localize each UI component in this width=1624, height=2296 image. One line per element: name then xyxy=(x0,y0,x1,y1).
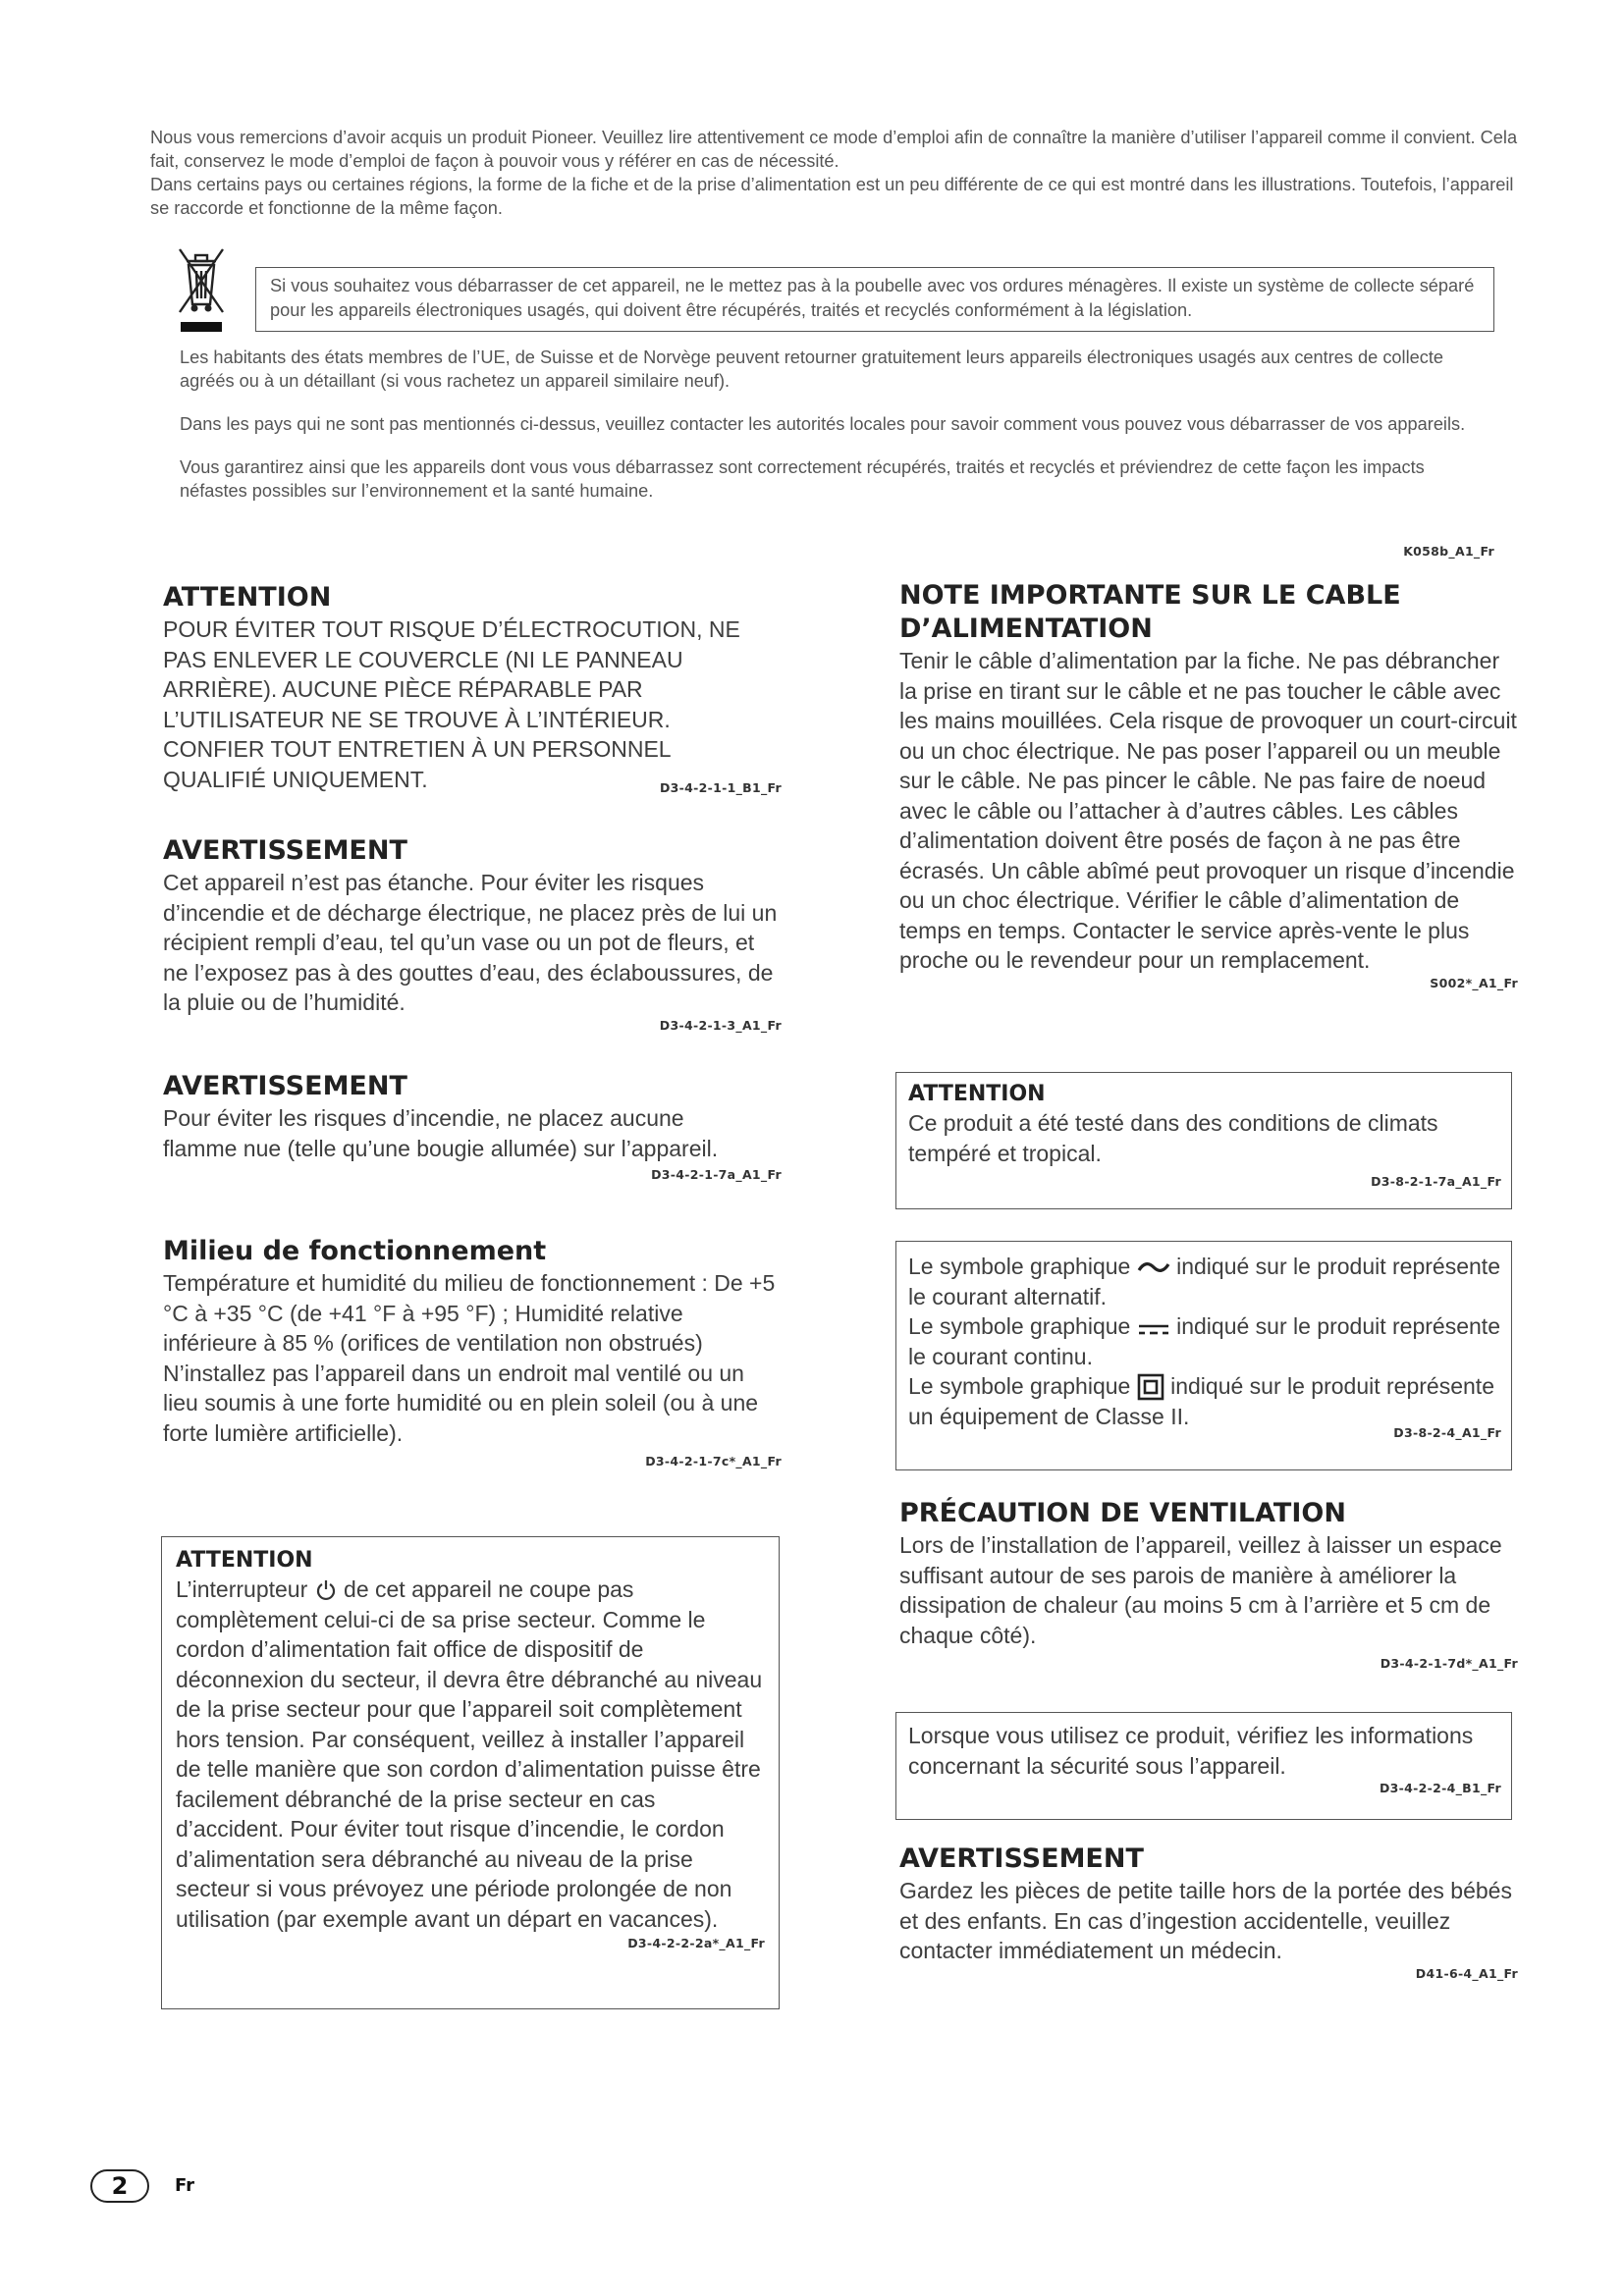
attention-text-2-after: de cet appareil ne coupe pas complètement celui-ci de sa prise secteur. Comme le cordon d’alimentation fait office de dispositif de déconnexion du secteur, il devra être débranché au niveau de la prise secteur pour que l’appareil soit complètement hors tension. Par conséquent, veillez à installer l’appareil de telle manière que son cordon d’alimentation puisse être facilement débranché de la prise secteur en cas d’accident. Pour éviter tout risque d’incendie, le cordon d’alimentation sera débranché au niveau de la prise secteur si vous prévoyez une période prolongée de non utilisation (par exemple avant un départ en vacances). xyxy=(176,1576,763,1932)
attention-code-2: D3-4-2-2-2a*_A1_Fr xyxy=(627,1936,765,1950)
symbol-dc-text-a: Le symbole graphique xyxy=(908,1313,1131,1339)
crossed-bin-icon xyxy=(177,243,226,334)
intro-text xyxy=(150,126,1520,220)
attention-code-1: D3-4-2-1-1_B1_Fr xyxy=(659,780,782,795)
weee-paragraph-1: Les habitants des états membres de l’UE, de Suisse et de Norvège peuvent retourner gratuitement leurs appareils électroniques usagés aux centres de collecte agréés ou à un détaillant (si vous rachetez un appareil similaire neuf). xyxy=(180,347,1443,391)
ventilation-title: PRÉCAUTION DE VENTILATION xyxy=(899,1498,1346,1528)
attention-section-1 xyxy=(163,581,782,795)
milieu-text-2: N’installez pas l’appareil dans un endroit mal ventilé ou un lieu soumis à une forte humidité ou en plein soleil (ou à une forte lumière artificielle). xyxy=(163,1360,759,1446)
milieu-section xyxy=(163,1235,782,1468)
ventilation-section xyxy=(899,1497,1518,1671)
avertissement-text-2: Pour éviter les risques d’incendie, ne placez aucune flamme nue (telle qu’une bougie allumée) sur l’appareil. xyxy=(163,1105,719,1161)
avertissement-title-3: AVERTISSEMENT xyxy=(899,1843,1144,1874)
weee-paragraphs xyxy=(180,346,1495,522)
avertissement-text-1: Cet appareil n’est pas étanche. Pour éviter les risques d’incendie et de décharge électrique, ne placez près de lui un récipient rempli d’eau, tel qu’un vase ou un pot de fleurs, et ne l’exposez pas à des gouttes d’eau, des éclaboussures, de la pluie ou de l’humidité. xyxy=(163,870,778,1015)
symbols-box xyxy=(895,1241,1512,1470)
ac-symbol-icon xyxy=(1137,1257,1170,1277)
avertissement-title-2: AVERTISSEMENT xyxy=(163,1071,407,1101)
avertissement-title-1: AVERTISSEMENT xyxy=(163,835,407,866)
cable-section xyxy=(899,579,1518,990)
attention-code-3: D3-8-2-1-7a_A1_Fr xyxy=(1371,1174,1501,1189)
securite-code: D3-4-2-2-4_B1_Fr xyxy=(1379,1781,1501,1795)
symbol-dc-text-b: indiqué sur le produit représente le courant continu. xyxy=(908,1313,1500,1369)
attention-text-2-before: L’interrupteur xyxy=(176,1576,308,1602)
milieu-code: D3-4-2-1-7c*_A1_Fr xyxy=(645,1454,782,1468)
symbol-class2-text-b: indiqué sur le produit représente un équipement de Classe II. xyxy=(908,1373,1494,1429)
symbols-code: D3-8-2-4_A1_Fr xyxy=(1393,1425,1501,1440)
cable-text: Tenir le câble d’alimentation par la fiche. Ne pas débrancher la prise en tirant sur le câble et ne pas toucher le câble avec les mains mouillées. Cela risque de provoquer un court-circuit ou un choc électrique. Ne pas poser l’appareil ou un meuble sur le câble. Ne pas pincer le câble. Ne pas faire de noeud avec le câble ou l’attacher à d’autres câbles. Les câbles d’alimentation doivent être posés de façon à ne pas être écrasés. Un câble abîmé peut provoquer un risque d’incendie ou un choc électrique. Vérifier le câble d’alimentation de temps en temps. Contacter le service après-vente le plus proche ou le revendeur pour un remplacement. xyxy=(899,648,1517,973)
milieu-title: Milieu de fonctionnement xyxy=(163,1236,547,1266)
symbol-line-ac xyxy=(908,1252,1501,1311)
language-code: Fr xyxy=(175,2175,195,2196)
avertissement-section-3 xyxy=(899,1842,1518,1981)
class-ii-symbol-icon xyxy=(1137,1373,1164,1401)
symbol-ac-text-a: Le symbole graphique xyxy=(908,1254,1131,1279)
page-number: 2 xyxy=(90,2169,149,2203)
avertissement-section-1 xyxy=(163,834,782,1033)
attention-box-3 xyxy=(895,1072,1512,1209)
attention-text-2 xyxy=(176,1575,765,1934)
weee-code: K058b_A1_Fr xyxy=(1403,544,1494,559)
cable-code: S002*_A1_Fr xyxy=(1430,975,1518,990)
avertissement-section-2 xyxy=(163,1070,782,1182)
symbol-ac-text-b: indiqué sur le produit représente le courant alternatif. xyxy=(908,1254,1500,1309)
power-icon xyxy=(316,1579,336,1601)
symbol-line-class2 xyxy=(908,1371,1501,1431)
intro-paragraph-2: Dans certains pays ou certaines régions, la forme de la fiche et de la prise d’alimentation est un peu différente de ce qui est montré dans les illustrations. Toutefois, l’appareil se raccorde et fonctionne de la même façon. xyxy=(150,175,1514,218)
attention-title-2: ATTENTION xyxy=(176,1548,313,1573)
avertissement-code-1: D3-4-2-1-3_A1_Fr xyxy=(659,1017,782,1033)
securite-box xyxy=(895,1712,1512,1820)
avertissement-code-3: D41-6-4_A1_Fr xyxy=(1415,1965,1518,1981)
weee-notice-box: Si vous souhaitez vous débarrasser de cet appareil, ne le mettez pas à la poubelle avec vos ordures ménagères. Il existe un système de collecte séparé pour les appareils électroniques usagés, qui doivent être récupérés, traités et recyclés conformément à la législation. xyxy=(255,267,1494,332)
weee-paragraph-3: Vous garantirez ainsi que les appareils dont vous vous débarrassez sont correctement récupérés, traités et recyclés et préviendrez de cette façon les impacts néfastes possibles sur l’environnement et la santé humaine. xyxy=(180,457,1425,501)
dc-symbol-icon xyxy=(1137,1318,1170,1338)
milieu-text-1: Température et humidité du milieu de fonctionnement : De +5 °C à +35 °C (de +41 °F à +95 °F) ; Humidité relative inférieure à 85 % (orifices de ventilation non obstrués) xyxy=(163,1270,776,1356)
ventilation-text: Lors de l’installation de l’appareil, veillez à laisser un espace suffisant autour de ses parois de manière à améliorer la dissipation de chaleur (au moins 5 cm à l’arrière et 5 cm de chaque côté). xyxy=(899,1532,1502,1648)
avertissement-text-3: Gardez les pièces de petite taille hors de la portée des bébés et des enfants. En cas d’ingestion accidentelle, veuillez contacter immédiatement un médecin. xyxy=(899,1878,1512,1963)
symbol-class2-text-a: Le symbole graphique xyxy=(908,1373,1131,1399)
attention-title-3: ATTENTION xyxy=(908,1082,1046,1106)
weee-paragraph-2: Dans les pays qui ne sont pas mentionnés ci-dessus, veuillez contacter les autorités locales pour savoir comment vous pouvez vous débarrasser de vos appareils. xyxy=(180,414,1466,434)
securite-text: Lorsque vous utilisez ce produit, vérifiez les informations concernant la sécurité sous l’appareil. xyxy=(908,1723,1474,1779)
symbol-line-dc xyxy=(908,1311,1501,1371)
attention-text-3: Ce produit a été testé dans des conditions de climats tempéré et tropical. xyxy=(908,1110,1438,1166)
attention-title-1: ATTENTION xyxy=(163,582,332,613)
intro-paragraph-1: Nous vous remercions d’avoir acquis un produit Pioneer. Veuillez lire attentivement ce mode d’emploi afin de connaître la manière d’utiliser l’appareil comme il convient. Cela fait, conservez le mode d’emploi de façon à pouvoir vous y référer en cas de nécessité. xyxy=(150,128,1518,171)
avertissement-code-2: D3-4-2-1-7a_A1_Fr xyxy=(651,1167,782,1182)
attention-box-2 xyxy=(161,1536,780,2009)
ventilation-code: D3-4-2-1-7d*_A1_Fr xyxy=(1380,1656,1518,1671)
attention-text-1: POUR ÉVITER TOUT RISQUE D’ÉLECTROCUTION, NE PAS ENLEVER LE COUVERCLE (NI LE PANNEAU ARRIÈRE). AUCUNE PIÈCE RÉPARABLE PAR L’UTILISATEUR NE SE TROUVE À L’INTÉRIEUR. CONFIER TOUT ENTRETIEN À UN PERSONNEL QUALIFIÉ UNIQUEMENT. xyxy=(163,616,740,792)
cable-title: NOTE IMPORTANTE SUR LE CABLE D’ALIMENTATION xyxy=(899,580,1401,644)
